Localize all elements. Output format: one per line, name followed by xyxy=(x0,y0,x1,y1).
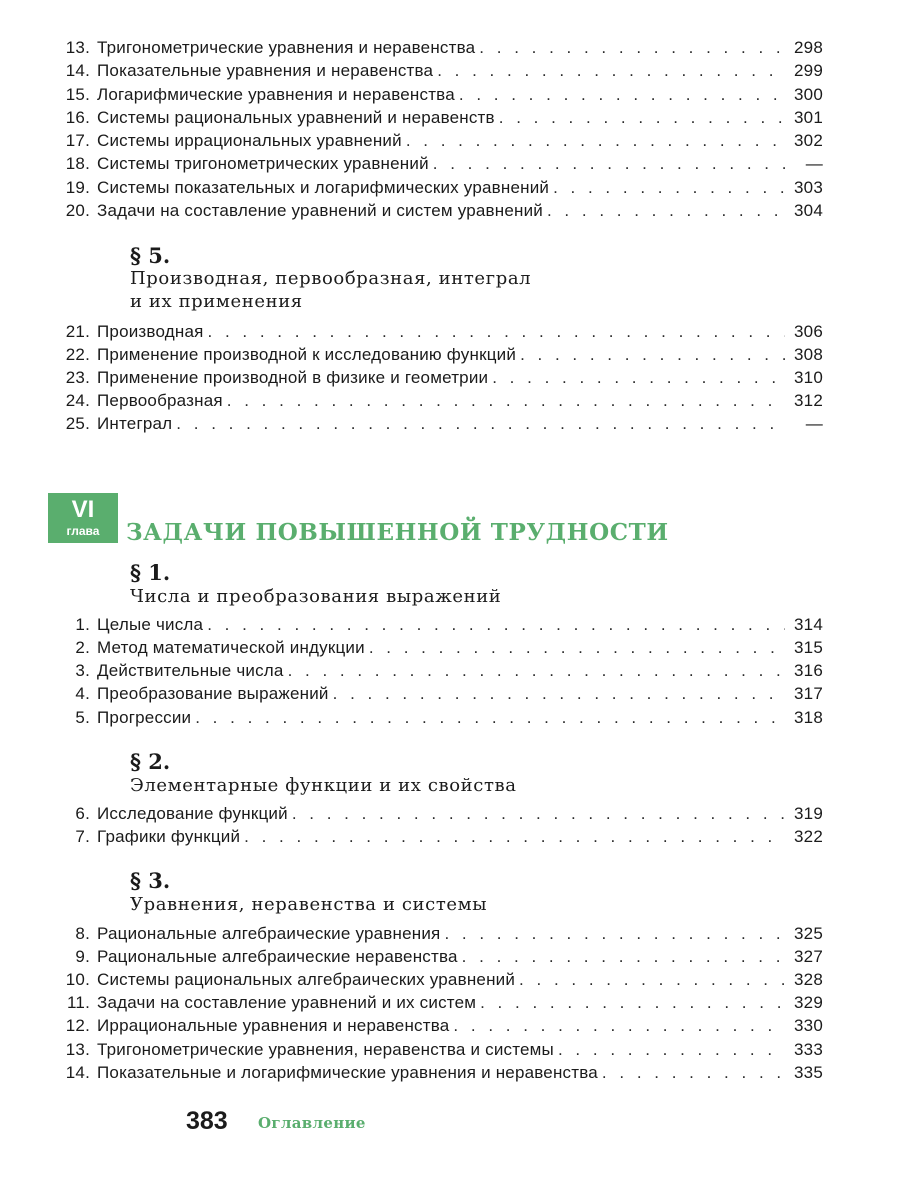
entry-number: 7. xyxy=(75,827,90,846)
entry-title: Целые числа xyxy=(97,615,204,634)
entry-title: Метод математической индукции xyxy=(97,638,365,657)
entry-title: Действительные числа xyxy=(97,661,284,680)
entry-number: 11. xyxy=(67,993,90,1012)
section-title: Производная, первообразная, интеграл xyxy=(130,268,532,289)
toc-row xyxy=(50,199,823,222)
entry-title: Прогрессии xyxy=(97,708,192,727)
toc-row xyxy=(50,825,823,848)
entry-page: 304 xyxy=(794,201,823,220)
toc-row xyxy=(50,802,823,825)
section-sign: § 2. xyxy=(130,749,171,774)
entry-title: Первообразная xyxy=(97,391,223,410)
dot-leader xyxy=(479,36,785,59)
dot-leader xyxy=(195,706,785,729)
dot-leader xyxy=(453,1014,785,1037)
toc-row xyxy=(50,659,823,682)
entry-page: 310 xyxy=(794,368,823,387)
dot-leader xyxy=(499,106,785,129)
dot-leader xyxy=(547,199,785,222)
dot-leader xyxy=(244,825,785,848)
entry-title: Преобразование выражений xyxy=(97,684,329,703)
entry-title: Задачи на составление уравнений и их систем xyxy=(97,993,477,1012)
toc-row xyxy=(50,682,823,705)
entry-page: 299 xyxy=(794,61,823,80)
dot-leader xyxy=(519,968,785,991)
entry-title: Логарифмические уравнения и неравенства xyxy=(97,85,455,104)
entry-title: Системы показательных и логарифмических уравнений xyxy=(97,178,550,197)
entry-title: Системы рациональных уравнений и неравенств xyxy=(97,108,495,127)
toc-row xyxy=(50,176,823,199)
entry-number: 9. xyxy=(75,947,90,966)
entry-title: Графики функций xyxy=(97,827,241,846)
entry-title: Исследование функций xyxy=(97,804,288,823)
entry-number: 22. xyxy=(65,345,90,364)
entry-page: 325 xyxy=(794,924,823,943)
dot-leader xyxy=(406,129,785,152)
dot-leader xyxy=(207,613,785,636)
dot-leader xyxy=(558,1038,785,1061)
section-title: Уравнения, неравенства и системы xyxy=(130,894,488,915)
entry-title: Рациональные алгебраические уравнения xyxy=(97,924,441,943)
dot-leader xyxy=(462,945,785,968)
entry-page: 318 xyxy=(794,708,823,727)
entry-title: Применение производной к исследованию функций xyxy=(97,345,517,364)
entry-number: 21. xyxy=(65,322,90,341)
chapter-number: VI xyxy=(71,496,95,523)
toc-row xyxy=(50,389,823,412)
entry-number: 16. xyxy=(65,108,90,127)
page-number: 383 xyxy=(186,1107,228,1135)
section-title: Числа и преобразования выражений xyxy=(130,586,502,607)
entry-number: 4. xyxy=(75,684,90,703)
entry-title: Показательные и логарифмические уравнения и неравенства xyxy=(97,1063,598,1082)
dot-leader xyxy=(433,152,785,175)
toc-row xyxy=(50,412,823,435)
entry-page: 308 xyxy=(794,345,823,364)
toc-row xyxy=(50,366,823,389)
entry-number: 23. xyxy=(65,368,90,387)
entry-page: 317 xyxy=(794,684,823,703)
chapter-word: глава xyxy=(66,524,100,538)
entry-title: Применение производной в физике и геометрии xyxy=(97,368,489,387)
entry-number: 14. xyxy=(65,1063,90,1082)
section-sign: § 1. xyxy=(130,560,171,585)
chapter-badge xyxy=(48,493,118,543)
entry-page: 300 xyxy=(794,85,823,104)
chapter-title: ЗАДАЧИ ПОВЫШЕННОЙ ТРУДНОСТИ xyxy=(126,519,669,546)
toc-row xyxy=(50,343,823,366)
entry-number: 2. xyxy=(75,638,90,657)
dot-leader xyxy=(520,343,785,366)
entry-page: 302 xyxy=(794,131,823,150)
dot-leader xyxy=(437,59,785,82)
dot-leader xyxy=(444,922,785,945)
toc-row xyxy=(50,636,823,659)
toc-row xyxy=(50,945,823,968)
entry-number: 25. xyxy=(65,414,90,433)
entry-page: 298 xyxy=(794,38,823,57)
entry-number: 15. xyxy=(65,85,90,104)
entry-title: Тригонометрические уравнения и неравенства xyxy=(97,38,476,57)
dot-leader xyxy=(369,636,785,659)
entry-number: 12. xyxy=(65,1016,90,1035)
entry-title: Производная xyxy=(97,322,204,341)
entry-title: Системы тригонометрических уравнений xyxy=(97,154,429,173)
dot-leader xyxy=(602,1061,785,1084)
entry-title: Задачи на составление уравнений и систем уравнений xyxy=(97,201,543,220)
entry-title: Иррациональные уравнения и неравенства xyxy=(97,1016,450,1035)
entry-number: 20. xyxy=(65,201,90,220)
entry-title: Интеграл xyxy=(97,414,173,433)
entry-page: 306 xyxy=(794,322,823,341)
entry-page: 312 xyxy=(794,391,823,410)
running-footer-label: Оглавление xyxy=(258,1114,366,1132)
entry-page: 329 xyxy=(794,993,823,1012)
toc-row xyxy=(50,83,823,106)
toc-row xyxy=(50,613,823,636)
entry-number: 5. xyxy=(75,708,90,727)
entry-page: 314 xyxy=(794,615,823,634)
dot-leader xyxy=(459,83,785,106)
dot-leader xyxy=(553,176,785,199)
entry-number: 17. xyxy=(65,131,90,150)
toc-row xyxy=(50,59,823,82)
entry-page: 319 xyxy=(794,804,823,823)
section-title-continued: и их применения xyxy=(130,291,303,312)
entry-page: 335 xyxy=(794,1063,823,1082)
dot-leader xyxy=(492,366,785,389)
entry-number: 6. xyxy=(75,804,90,823)
entry-number: 24. xyxy=(65,391,90,410)
entry-page: 316 xyxy=(794,661,823,680)
entry-page: 333 xyxy=(794,1040,823,1059)
entry-page: — xyxy=(805,414,823,433)
dot-leader xyxy=(176,412,785,435)
entry-number: 14. xyxy=(65,61,90,80)
entry-page: 301 xyxy=(794,108,823,127)
entry-number: 10. xyxy=(65,970,90,989)
toc-row xyxy=(50,922,823,945)
entry-title: Показательные уравнения и неравенства xyxy=(97,61,434,80)
dot-leader xyxy=(333,682,785,705)
entry-page: — xyxy=(805,154,823,173)
entry-title: Тригонометрические уравнения, неравенства и системы xyxy=(97,1040,554,1059)
toc-row xyxy=(50,36,823,59)
toc-row xyxy=(50,968,823,991)
entry-page: 328 xyxy=(794,970,823,989)
dot-leader xyxy=(227,389,785,412)
entry-title: Рациональные алгебраические неравенства xyxy=(97,947,458,966)
entry-number: 13. xyxy=(65,1040,90,1059)
entry-number: 13. xyxy=(65,38,90,57)
toc-row xyxy=(50,1061,823,1084)
dot-leader xyxy=(288,659,785,682)
toc-row xyxy=(50,152,823,175)
dot-leader xyxy=(292,802,785,825)
toc-row xyxy=(50,1014,823,1037)
toc-row xyxy=(50,106,823,129)
dot-leader xyxy=(480,991,785,1014)
entry-number: 19. xyxy=(65,178,90,197)
entry-page: 327 xyxy=(794,947,823,966)
entry-page: 303 xyxy=(794,178,823,197)
entry-title: Системы иррациональных уравнений xyxy=(97,131,402,150)
section-sign: § 5. xyxy=(130,243,171,268)
entry-number: 3. xyxy=(75,661,90,680)
toc-row xyxy=(50,706,823,729)
entry-number: 18. xyxy=(65,154,90,173)
section-sign: § 3. xyxy=(130,868,171,893)
toc-row xyxy=(50,1038,823,1061)
dot-leader xyxy=(208,320,785,343)
section-title: Элементарные функции и их свойства xyxy=(130,775,517,796)
entry-number: 1. xyxy=(75,615,90,634)
toc-row xyxy=(50,129,823,152)
entry-page: 322 xyxy=(794,827,823,846)
entry-number: 8. xyxy=(75,924,90,943)
entry-page: 315 xyxy=(794,638,823,657)
toc-row xyxy=(50,991,823,1014)
entry-title: Системы рациональных алгебраических уравнений xyxy=(97,970,516,989)
entry-page: 330 xyxy=(794,1016,823,1035)
toc-row xyxy=(50,320,823,343)
